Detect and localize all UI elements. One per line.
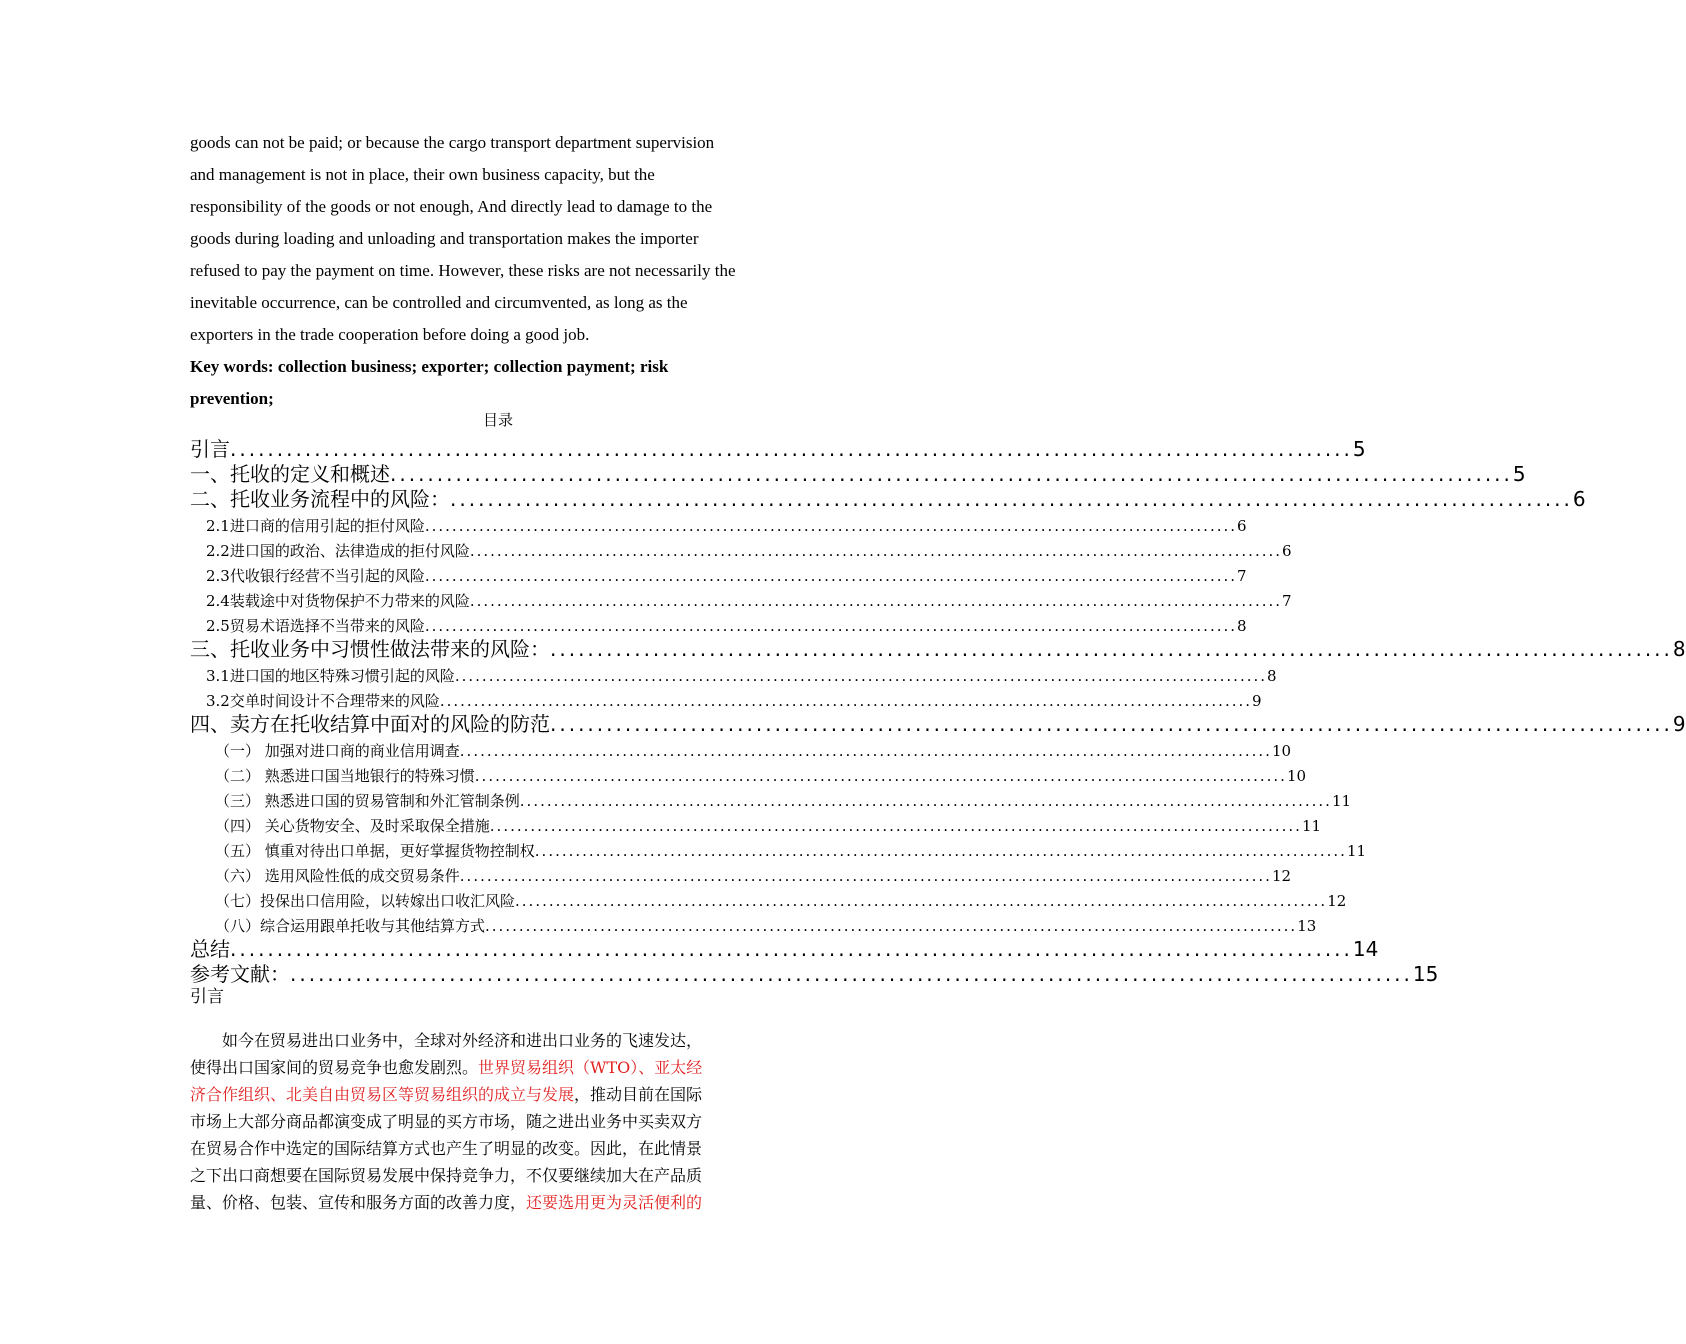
abstract-paragraph: [190, 127, 810, 351]
toc-page-number: 9: [1672, 712, 1686, 736]
toc-leader: ........................................................................................................................: [474, 767, 1287, 785]
abstract-line: inevitable occurrence, can be controlled and circumvented, as long as the: [190, 293, 688, 312]
abstract-line: and management is not in place, their own business capacity, but the: [190, 165, 655, 184]
toc-entry-text: 四、卖方在托收结算中面对的风险的防范: [190, 712, 550, 736]
toc-entry[interactable]: [190, 561, 1247, 586]
toc-page-number: 15: [1412, 962, 1439, 986]
highlighted-text: 济合作组织、北美自由贸易区等贸易组织的成立与发展: [190, 1085, 575, 1104]
abstract-line: goods during loading and unloading and transportation makes the importer: [190, 229, 699, 248]
intro-line: [190, 1054, 806, 1081]
toc-leader: ........................................................................................................................: [534, 842, 1347, 860]
highlighted-text: 世界贸易组织（WTO）、亚太经: [478, 1058, 703, 1077]
toc-page-number: 5: [1352, 437, 1366, 461]
toc-entry-text: （二） 熟悉进口国当地银行的特殊习惯: [215, 767, 475, 785]
toc-entry[interactable]: [190, 736, 1292, 761]
toc-entry-text: （一） 加强对进口商的商业信用调查: [215, 742, 460, 760]
toc-page-number: 12: [1327, 892, 1347, 910]
toc-entry[interactable]: [190, 861, 1292, 886]
abstract-line: goods can not be paid; or because the cargo transport department supervision: [190, 133, 715, 152]
table-of-contents: [190, 436, 1686, 986]
toc-entry[interactable]: [190, 711, 1686, 736]
body-text: ，推动目前在国际: [574, 1085, 703, 1104]
intro-line: [190, 1189, 806, 1216]
toc-page-number: 11: [1301, 817, 1322, 835]
toc-entry-text: 2.1进口商的信用引起的拒付风险: [206, 517, 425, 535]
toc-entry[interactable]: [190, 936, 1379, 961]
toc-page-number: 5: [1512, 462, 1526, 486]
toc-page-number: 6: [1237, 517, 1247, 535]
toc-page-number: 6: [1282, 542, 1292, 560]
body-text: 如今在贸易进出口业务中，全球对外经济和进出口业务的飞速发达，: [190, 1031, 703, 1050]
toc-leader: ........................................................................................................................: [515, 892, 1328, 910]
toc-entry[interactable]: [190, 586, 1292, 611]
toc-leader: ........................................................................................................................: [550, 712, 1673, 736]
toc-leader: ........................................................................................................................: [439, 692, 1253, 710]
toc-page-number: 6: [1572, 487, 1586, 511]
toc-leader: ........................................................................................................................: [450, 487, 1573, 511]
toc-entry-text: 2.5贸易术语选择不当带来的风险: [206, 617, 425, 635]
abstract-line: responsibility of the goods or not enough, And directly lead to damage to the: [190, 197, 713, 216]
toc-page-number: 8: [1237, 617, 1247, 635]
keywords-line: prevention;: [190, 389, 274, 408]
toc-entry[interactable]: [190, 611, 1247, 636]
intro-line: [190, 1081, 806, 1108]
toc-entry[interactable]: [190, 811, 1322, 836]
toc-leader: ........................................................................................................................: [459, 867, 1272, 885]
toc-leader: ........................................................................................................................: [489, 817, 1302, 835]
toc-page-number: 7: [1282, 592, 1292, 610]
toc-leader: ........................................................................................................................: [230, 937, 1353, 961]
toc-leader: ........................................................................................................................: [550, 637, 1673, 661]
toc-entry-text: （三） 熟悉进口国的贸易管制和外汇管制条例: [215, 792, 520, 810]
toc-leader: ........................................................................................................................: [454, 667, 1268, 685]
toc-leader: ........................................................................................................................: [459, 742, 1272, 760]
toc-entry-text: 一、托收的定义和概述: [190, 462, 390, 486]
toc-entry[interactable]: [190, 461, 1526, 486]
toc-leader: ........................................................................................................................: [230, 437, 1353, 461]
abstract-line: exporters in the trade cooperation before doing a good job.: [190, 325, 590, 344]
toc-entry-text: 引言: [190, 437, 230, 461]
intro-heading: 引言: [190, 987, 224, 1007]
toc-leader: ........................................................................................................................: [424, 617, 1238, 635]
toc-entry[interactable]: [190, 636, 1686, 661]
toc-page-number: 12: [1271, 867, 1292, 885]
toc-leader: ........................................................................................................................: [485, 917, 1298, 935]
intro-line: [190, 1027, 806, 1054]
toc-leader: ........................................................................................................................: [519, 792, 1332, 810]
toc-leader: ........................................................................................................................: [469, 542, 1283, 560]
toc-entry[interactable]: [190, 486, 1586, 511]
toc-entry[interactable]: [190, 686, 1262, 711]
toc-entry-text: （八）综合运用跟单托收与其他结算方式: [215, 917, 486, 935]
body-text: 之下出口商想要在国际贸易发展中保持竞争力，不仅要继续加大在产品质: [190, 1166, 703, 1185]
toc-entry-text: 二、托收业务流程中的风险：: [190, 487, 450, 511]
keywords-line: Key words: collection business; exporter; collection payment; risk: [190, 357, 669, 376]
toc-title: 目录: [482, 411, 513, 429]
toc-page-number: 14: [1352, 937, 1379, 961]
toc-entry[interactable]: [190, 511, 1247, 536]
toc-leader: ........................................................................................................................: [424, 567, 1238, 585]
toc-entry-text: （六） 选用风险性低的成交贸易条件: [215, 867, 460, 885]
toc-entry-text: 3.2交单时间设计不合理带来的风险: [206, 692, 440, 710]
toc-entry[interactable]: [190, 886, 1347, 911]
toc-entry-text: （四） 关心货物安全、及时采取保全措施: [215, 817, 490, 835]
keywords: [190, 351, 810, 415]
toc-leader: ........................................................................................................................: [469, 592, 1283, 610]
toc-page-number: 8: [1672, 637, 1686, 661]
toc-entry[interactable]: [190, 961, 1439, 986]
toc-leader: ........................................................................................................................: [424, 517, 1238, 535]
toc-page-number: 10: [1271, 742, 1292, 760]
toc-entry[interactable]: [190, 436, 1366, 461]
toc-entry[interactable]: [190, 536, 1292, 561]
toc-page-number: 9: [1252, 692, 1262, 710]
toc-entry-text: 3.1进口国的地区特殊习惯引起的风险: [206, 667, 455, 685]
toc-entry-text: 参考文献：: [190, 962, 290, 986]
body-text: 在贸易合作中选定的国际结算方式也产生了明显的改变。因此，在此情景: [190, 1139, 703, 1158]
toc-entry[interactable]: [190, 836, 1367, 861]
toc-page-number: 10: [1286, 767, 1307, 785]
toc-entry-text: 2.4装载途中对货物保护不力带来的风险: [206, 592, 470, 610]
abstract-line: refused to pay the payment on time. However, these risks are not necessarily the: [190, 261, 736, 280]
toc-page-number: 11: [1346, 842, 1367, 860]
intro-line: [190, 1162, 806, 1189]
body-text: 市场上大部分商品都演变成了明显的买方市场，随之进出业务中买卖双方: [190, 1112, 703, 1131]
toc-leader: ........................................................................................................................: [290, 962, 1413, 986]
toc-entry-text: 2.2进口国的政治、法律造成的拒付风险: [206, 542, 470, 560]
intro-line: [190, 1135, 806, 1162]
toc-entry-text: 总结: [190, 937, 230, 961]
toc-entry[interactable]: [190, 911, 1317, 936]
toc-page-number: 13: [1297, 917, 1317, 935]
body-text: 使得出口国家间的贸易竞争也愈发剧烈。: [190, 1058, 479, 1077]
highlighted-text: 还要选用更为灵活便利的: [526, 1193, 703, 1212]
toc-page-number: 11: [1331, 792, 1352, 810]
toc-page-number: 7: [1237, 567, 1247, 585]
toc-entry[interactable]: [190, 661, 1277, 686]
toc-entry[interactable]: [190, 786, 1352, 811]
intro-paragraph: [190, 1027, 806, 1216]
body-text: 量、价格、包装、宣传和服务方面的改善力度，: [190, 1193, 527, 1212]
intro-line: [190, 1108, 806, 1135]
toc-page-number: 8: [1267, 667, 1277, 685]
toc-entry-text: 2.3代收银行经营不当引起的风险: [206, 567, 425, 585]
toc-leader: ........................................................................................................................: [390, 462, 1513, 486]
toc-entry-text: 三、托收业务中习惯性做法带来的风险：: [190, 637, 550, 661]
toc-entry[interactable]: [190, 761, 1307, 786]
toc-entry-text: （五） 慎重对待出口单据，更好掌握货物控制权: [215, 842, 535, 860]
toc-entry-text: （七）投保出口信用险，以转嫁出口收汇风险: [215, 892, 516, 910]
